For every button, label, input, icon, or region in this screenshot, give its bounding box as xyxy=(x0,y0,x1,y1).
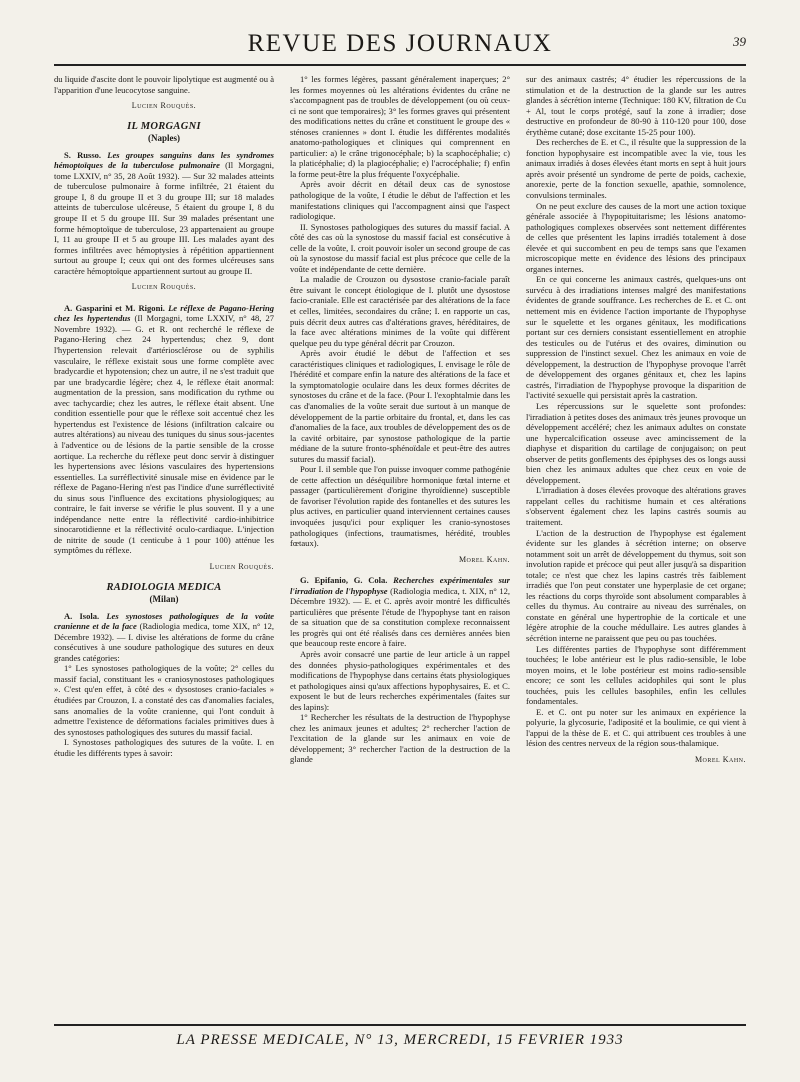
article-text: (Il Morgagni, tome LXXIV, n° 48, 27 Novembre 1932). — G. et R. ont recherché le réflexe de Pagano-Hering chez 24 hypertendus; chez 9, dont l'hypertension relevait d'artériosclérose ou de syphilis vasculaire, le réflexe existait sous une forme complète avec bradycardie et hypotension; chez un autre, il ne s'est traduit que par une bradycardie légère; chez 4, le réflexe était anormal: augmentation de la pression, sans modification du rythme ou avec tachycardie; chez les autres, le réflexe était absent. Une condition essentielle pour que le réflexe soit accentué chez les hypertendus est l'existence de lésions (infiltration calcaire ou autres altérations) au niveau des tuniques du sinus sous-jacentes à l'adventice ou de lésions de la partie sensible de la crosse aortique. La recherche du réflexe peut donc servir à distinguer les hypertensions avec lésions vasculaires des hypertensions essentielles. La surréflectivité sinusale mise en évidence par le réflexe de Pagano-Hering n'est pas l'indice d'une surréflectivité du sinus sous l'influence des excitations physiologiques; au contraire, le fait inverse se vérifie le plus souvent. Il y a une indépendance nette entre la réflectivité cardio-inhibitrice sinocarotidienne et la réflectivité oculo-cardiaque. L'injection de nitrite de soude (1 centicube à 1 pour 100) atténue les symptômes du réflexe. xyxy=(54,313,274,556)
article-title: Recherches expérimentales sur l'irradiation de l'hypophyse xyxy=(290,575,510,596)
article-title: Le réflexe de Pagano-Hering chez les hypertendus xyxy=(54,302,274,324)
paragraph: sur des animaux castrés; 4° étudier les répercussions de la stimulation et de la destruction de la glande sur les autres glandes à sécrétion interne (Technique: 180 KV, filtration de Cu + Al, tout le corps protégé, sauf la zone à irradier; dose destructive en profondeur de 80-90 à 110-120 pour 100, dose érythème cutané; dose excitante 15-25 pour 100). xyxy=(526,74,746,137)
paragraph: Les différentes parties de l'hypophyse sont différemment touchées; le lobe antérieur est le plus radio-sensible, le lobe moyen moins, et le lobe postérieur est moins radio-sensible encore; ce sont les cellules acidophiles qui sont le plus touchées, puis les cellules basophiles, enfin les cellules fondamentales. xyxy=(526,643,746,707)
paragraph: Des recherches de E. et C., il résulte que la suppression de la fonction hypophysaire est incompatible avec la vie, tous les animaux irradiés à doses élevées étant morts en sept à huit jours après avoir présenté un syndrome de perte de poids, cachexie, anorexie, perte de la fonction sexuelle, apathie, somnolence, convulsions terminales. xyxy=(526,137,746,201)
paragraph: I. Synostoses pathologiques des sutures de la voûte. I. en étudie les différents types à savoir: xyxy=(54,737,274,758)
paragraph: Après avoir étudié le début de l'affection et ses caractéristiques cliniques et radiologiques, I. envisage le rôle de l'hérédité et compare enfin la nature des altérations de la face et la symptomatologie oculaire dans les deux formes décrites de synostoses du crâne et de la face. (Pour I. l'exophtalmie dans les cas d'anomalies de la voûte serait due surtout à un manque de développement de la partie orbitaire du frontal, et, dans les cas d'anomalies de la face, aux troubles de développement des os de la cavité orbitaire, par synostose pathologique de la partie médiane de la suture fronto-sphénoïdale et peut-être des autres sutures du massif facial). xyxy=(290,348,510,464)
column-2 xyxy=(290,74,510,1019)
paragraph: 1° Les synostoses pathologiques de la voûte; 2° celles du massif facial, constituant les « craniosynostoses pathologiques ». C'est qu'en effet, à côté des « dysostoses cranio-faciales » étudiées par Crouzon, I. a constaté des cas d'anomalies faciales, sans anomalies de la voûte cranienne, qui l'ont conduit à admettre l'existence de déformations faciales primitives dues à des synostoses pathologiques des sutures du massif facial. xyxy=(54,663,274,737)
article-author: A. Isola. xyxy=(64,610,100,621)
running-title: REVUE DES JOURNAUX xyxy=(247,30,553,57)
article-text: (Il Morgagni, tome LXXIV, n° 35, 28 Août 1932). — Sur 32 malades atteints de tuberculose pulmonaire à forme infiltrée, 21 étaient du groupe I, 8 du groupe II et 3 du groupe III; sur 18 malades atteints de tuberculose ulcéreuse, 5 étaient du groupe I, 8 du groupe II et 5 du groupe III. Sur 39 malades présentant une forme hémoptoïque de tuberculose, 23 appartenaient au groupe I, 11 au groupe II et 5 au groupe III. Les malades ayant des formes infiltrées avec hémoptysies à répétition appartiennent surtout au groupe I; ceux qui ont des formes ulcéreuses sans caractère hémoptoïque appartiennent surtout au groupe II. xyxy=(54,160,274,276)
article-title: Les synostoses pathologiques de la voûte cranienne et de la face xyxy=(54,610,274,632)
article-author: S. Russo. xyxy=(64,149,102,160)
article-abstract xyxy=(54,611,274,664)
paragraph: On ne peut exclure des causes de la mort une action toxique générale associée à l'hypopituitarisme; les lésions anatomo-pathologiques complexes observées sont nettement différentes de celles que présentent les lapins irradiés totalement à dose élevée et qui succombent en peu de temps sans que l'examen microscopique mette en évidence des lésions des principaux organes internes. xyxy=(526,200,746,274)
page-footer xyxy=(54,1024,746,1056)
paragraph: L'action de la destruction de l'hypophyse est également évidente sur les glandes à sécrétion interne; on observe notamment soit un arrêt de développement du thymus, soit son involution rapide et précoce qui peut aller jusqu'à sa disparition totale; ce n'est que chez les lapins castrés très faiblement irradiés que l'on peut constater une hyperplasie de cet organe; les réactions du corps thyroïde sont absolument comparables à celles du thymus. Au contraire au niveau des surrénales, on constate en général une hypertrophie de la corticale et une légère atrophie de la couche médullaire. Les autres glandes à sécrétion interne ne paraissent que peu ou pas touchées. xyxy=(526,527,746,643)
author-signature: Lucien Rouquès. xyxy=(209,561,274,571)
paragraph: Après avoir décrit en détail deux cas de synostose pathologique de la voûte, I étudie le début de l'affection et les manifestations cliniques qui l'accompagnent ainsi que l'aspect radiologique. xyxy=(290,179,510,222)
article-abstract xyxy=(54,150,274,277)
article-text: (Radiologia medica, t. XIX, n° 12, Décembre 1932). — E. et C. après avoir montré les difficultés particulières que présente l'étude de l'hypophyse tant en raison de sa situation que de sa constitution complexe reconnaissent les progrès qui ont été réalisés dans ces dernières années bien que beaucoup reste encore à faire. xyxy=(290,585,510,649)
article-title: Les groupes sanguins dans les syndromes hémoptoïques de la tuberculose pulmonaire xyxy=(54,149,274,171)
page-number: 39 xyxy=(733,34,746,49)
page-header xyxy=(54,28,746,66)
article-columns xyxy=(54,74,746,1019)
paragraph: L'irradiation à doses élevées provoque des altérations graves rappelant celles du rachitisme humain et ces altérations s'observent également chez les lapins castrés soumis au traitement. xyxy=(526,485,746,527)
paragraph: II. Synostoses pathologiques des sutures du massif facial. A côté des cas où la synostose du massif facial est consécutive à celle de la voûte, I. croit pouvoir isoler un second groupe de cas où la synostose du massif facial est plus précoce que celle de la voûte et indépendante de cette dernière. xyxy=(290,221,510,274)
paragraph: Les répercussions sur le squelette sont profondes: l'irradiation à petites doses des animaux très jeunes provoque un développement accéléré; chez les animaux adultes on constate une hypercalcification osseuse avec amincissement de la diaphyse et disparition du cartilage de conjugaison; on peut observer de petits gonflements des épiphyses des os longs aussi bien chez les animaux adultes que chez ceux en voie de développement. xyxy=(526,400,746,485)
paragraph: 1° les formes légères, passant généralement inaperçues; 2° les formes moyennes où les altérations évidentes du crâne ne s'accompagnent pas de troubles de développement (ou où ceux-ci ne sont que temporaires); 3° les formes graves qui présentent des modifications nettes du crâne et constituent le groupe des « sténoses craniennes » dont I. étudie les différentes modalités anatomo-pathologiques et cliniques qui comprennent en particulier: a) le crâne trigonocéphale; b) la scaphocéphalie; c) la platicéphalie; d) la plagiocéphalie; e) l'acrocéphalie; f) enfin la forme peut-être la plus fréquente l'oxycéphalie. xyxy=(290,74,510,179)
paragraph: Pour I. il semble que l'on puisse invoquer comme pathogénie de cette affection un déséquilibre hormonique fœtal interne et passager (particulièrement d'origine thyroïdienne) susceptible de favoriser l'évolution rapide des fontanelles et des sutures les plus actives, en particulier quand interviennent certaines causes invoquées jusqu'ici pour expliquer les cranio-synostoses pathologiques (infections, traumatismes, hérédité, troubles fœtaux). xyxy=(290,464,510,549)
article-abstract xyxy=(290,575,510,649)
journal-section-city: (Milan) xyxy=(149,594,179,605)
article-author: G. Epifanio, G. Cola. xyxy=(300,575,388,586)
paragraph: Après avoir consacré une partie de leur article à un rappel des données physio-pathologiques expérimentales et des modifications de l'hypophyse dans certains états physiologiques et pathologiques ainsi qu'aux affections hypophysaires, E. et C. exposent le but de leurs recherches expérimentales (faites sur des lapins): xyxy=(290,648,510,712)
author-signature: Morel Kahn. xyxy=(694,755,746,764)
paragraph: E. et C. ont pu noter sur les animaux en expérience la polyurie, la glycosurie, l'adiposité et la boulimie, ce qui vient à l'appui de la thèse de E. et C. qui attribuent ces troubles à une lésion des centres nerveux de la région sous-thalamique. xyxy=(526,706,746,749)
journal-section-city: (Naples) xyxy=(148,133,180,144)
journal-section-title: IL MORGAGNI xyxy=(127,120,201,132)
column-3 xyxy=(526,74,746,1019)
paragraph: En ce qui concerne les animaux castrés, quelques-uns ont survécu à des irradiations intenses malgré des manifestations évidentes de grande souffrance. Les recherches de E. et C. ont nettement mis en évidence l'action importante de l'hypophyse sur le squelette et les organes génitaux, les modifications portant sur ces derniers consistant essentiellement en atrophie des testicules ou de l'utérus et des ovaires, diminution ou suppression de l'instinct sexuel. Chez les animaux en voie de développement, la destruction de l'hypophyse provoque l'arrêt de développement des organes génitaux et, chez les lapins castrés, l'irradiation de l'hypophyse provoque la disparition de l'activité sexuelle qui persistait après la castration. xyxy=(526,274,746,401)
paragraph: du liquide d'ascite dont le pouvoir lipolytique est augmenté ou à l'apparition d'une leucocytose sanguine. xyxy=(54,74,274,95)
column-1 xyxy=(54,74,274,1019)
paragraph: 1° Rechercher les résultats de la destruction de l'hypophyse chez les animaux jeunes et adultes; 2° rechercher l'action de l'excitation de la glande sur les animaux en voie de développement; 3° rechercher l'action de la destruction de la glande xyxy=(290,712,510,765)
paragraph: La maladie de Crouzon ou dysostose cranio-faciale paraît être suivant le concept étiologique de I. plutôt une dysostose facio-craniale. Elle est caractérisée par des altérations de la face et celles, limitées, secondaires du crâne; I. en rapporte un cas, puis décrit deux autres cas d'altérations graves, héréditaires, de la face avec altérations minimes de la voûte qui diffèrent quelque peu du type général décrit par Crouzon. xyxy=(290,274,510,348)
article-abstract xyxy=(54,303,274,556)
article-author: A. Gasparini et M. Rigoni. xyxy=(64,302,165,313)
author-signature: Lucien Rouquès. xyxy=(131,282,197,292)
author-signature: Lucien Rouquès. xyxy=(131,101,197,111)
journal-issue-line: LA PRESSE MEDICALE, N° 13, MERCREDI, 15 FEVRIER 1933 xyxy=(176,1032,624,1048)
journal-section-title: RADIOLOGIA MEDICA xyxy=(106,581,222,593)
author-signature: Morel Kahn. xyxy=(458,554,510,564)
article-text: (Radiologia medica, tome XIX, n° 12, Décembre 1932). — I. divise les altérations de forme du crâne consécutives à une soudure pathologique des sutures en deux grandes catégories: xyxy=(54,621,274,663)
